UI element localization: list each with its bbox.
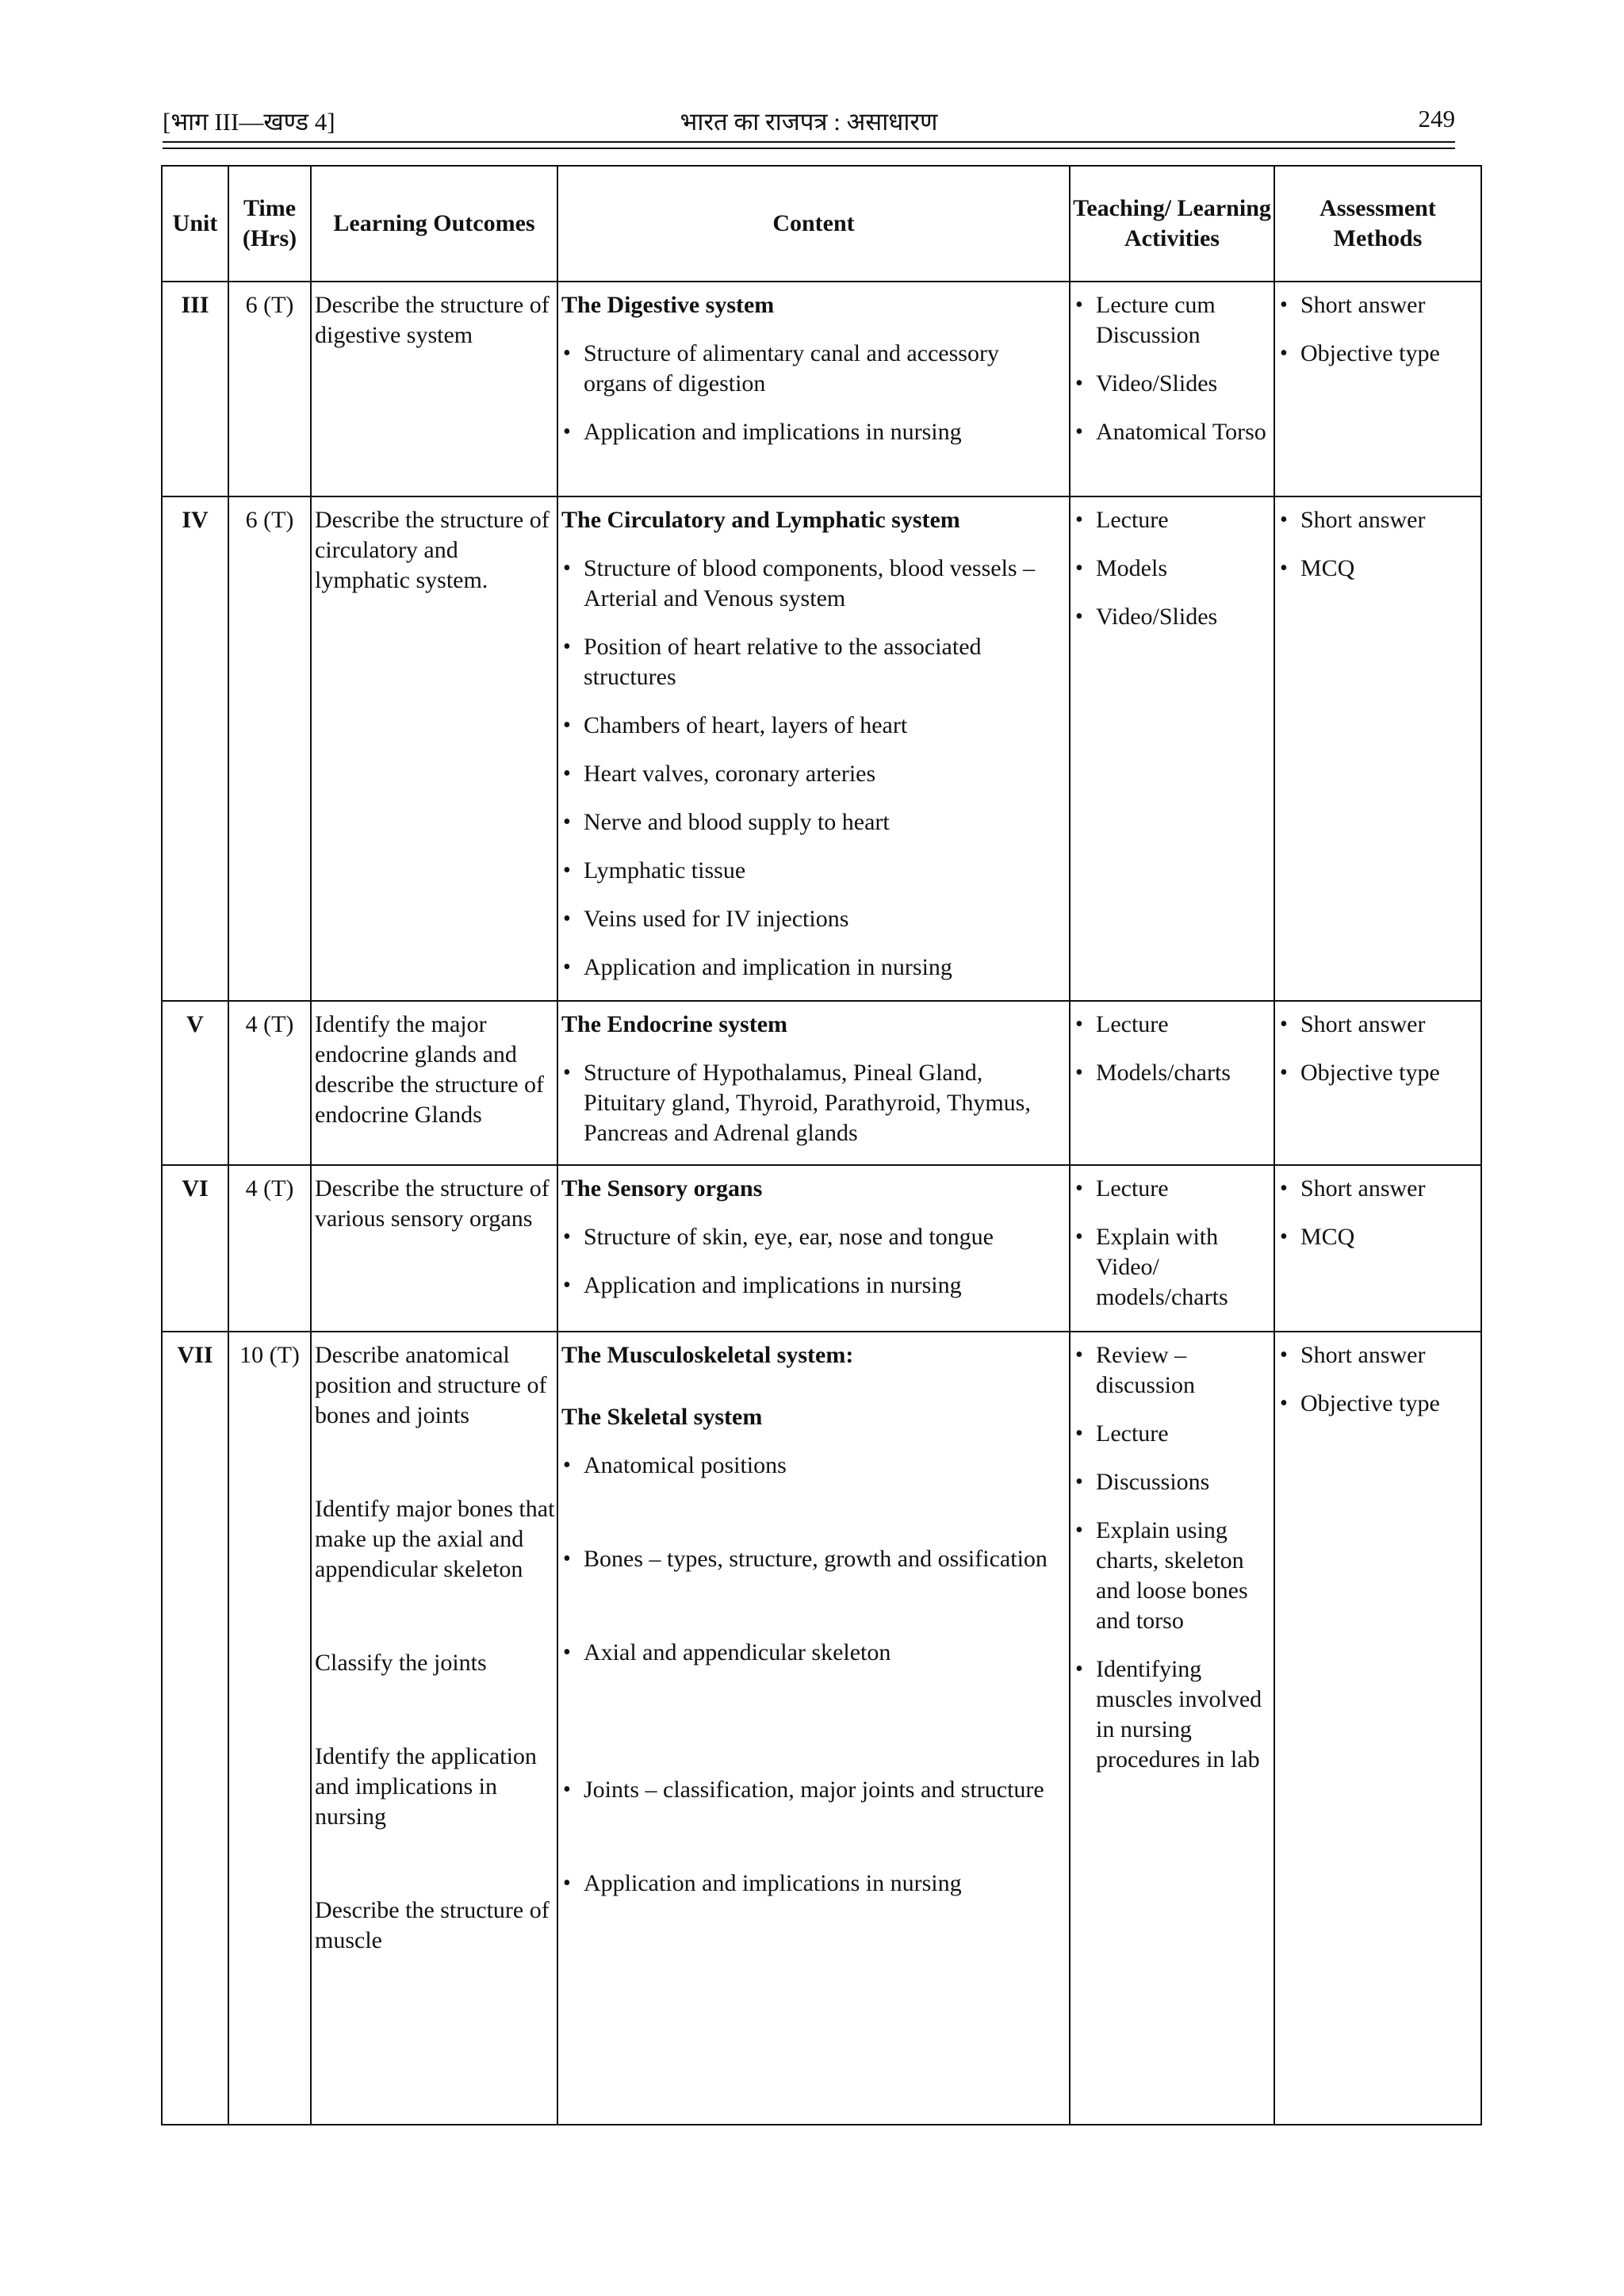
activity-item: • Video/Slides: [1074, 369, 1272, 399]
activity-item: • Lecture: [1074, 505, 1272, 535]
outcome-text: Describe the structure of various sensory organs: [315, 1175, 550, 1232]
outcomes-cell: [311, 282, 557, 496]
activity-item: • Explain using charts, skeleton and loose bones and torso: [1074, 1516, 1272, 1636]
col-header-teaching: Teaching/ Learning Activities: [1070, 166, 1274, 282]
content-cell: [557, 1001, 1070, 1165]
activities-cell: [1070, 1165, 1274, 1332]
content-item: • Anatomical positions: [561, 1451, 1067, 1481]
assessment-item: • Short answer: [1278, 1174, 1479, 1204]
content-cell: [557, 1332, 1070, 2125]
time-cell: 6 (T): [228, 282, 311, 496]
table-row: [162, 1332, 1481, 2125]
assessment-item: • Short answer: [1278, 290, 1479, 320]
activity-item: • Discussions: [1074, 1467, 1272, 1497]
outcome-text: Identify major bones that make up the axial and appendicular skeleton: [315, 1496, 555, 1582]
col-header-learning-outcomes: Learning Outcomes: [311, 166, 557, 282]
table-header-row: [162, 166, 1481, 282]
activity-item: • Lecture: [1074, 1010, 1272, 1040]
unit-cell: VI: [162, 1165, 228, 1332]
table-row: [162, 1165, 1481, 1332]
assessment-item: • Short answer: [1278, 505, 1479, 535]
col-header-unit: Unit: [162, 166, 228, 282]
activity-item: • Lecture: [1074, 1419, 1272, 1449]
content-item: • Application and implications in nursing: [561, 417, 1067, 447]
table-row: [162, 1001, 1481, 1165]
activity-item: • Models/charts: [1074, 1058, 1272, 1088]
outcomes-cell: [311, 1332, 557, 2125]
assessment-item: • MCQ: [1278, 1222, 1479, 1252]
activity-item: • Identifying muscles involved in nursing procedures in lab: [1074, 1654, 1272, 1775]
assessment-item: • Short answer: [1278, 1010, 1479, 1040]
col-header-assessment: Assessment Methods: [1274, 166, 1481, 282]
outcome-text: Describe anatomical position and structure of bones and joints: [315, 1342, 547, 1428]
outcome-text: Identify the application and implications in nursing: [315, 1743, 537, 1830]
page-number: 249: [1418, 105, 1455, 132]
content-item: • Structure of skin, eye, ear, nose and tongue: [561, 1222, 1067, 1252]
syllabus-table: [161, 165, 1482, 2125]
content-title: The Digestive system: [561, 292, 775, 318]
assessment-item: • Objective type: [1278, 1058, 1479, 1088]
activities-cell: [1070, 496, 1274, 1001]
unit-cell: III: [162, 282, 228, 496]
content-cell: [557, 282, 1070, 496]
outcome-text: Describe the structure of digestive system: [315, 292, 550, 348]
content-item: • Heart valves, coronary arteries: [561, 759, 1067, 789]
content-item: • Joints – classification, major joints and structure: [561, 1775, 1067, 1805]
table-row: [162, 282, 1481, 496]
outcomes-cell: [311, 1165, 557, 1332]
col-header-content: Content: [557, 166, 1070, 282]
outcome-text: Identify the major endocrine glands and describe the structure of endocrine Glands: [315, 1011, 545, 1128]
assessment-item: • MCQ: [1278, 554, 1479, 584]
content-subtitle: The Skeletal system: [561, 1404, 763, 1430]
content-item: • Veins used for IV injections: [561, 904, 1067, 934]
assessment-cell: [1274, 1332, 1481, 2125]
page-header: [163, 102, 1455, 136]
content-item: • Chambers of heart, layers of heart: [561, 711, 1067, 741]
header-gazette-title: भारत का राजपत्र : असाधारण: [680, 108, 938, 136]
col-header-time: Time (Hrs): [228, 166, 311, 282]
activity-item: • Lecture cum Discussion: [1074, 290, 1272, 351]
assessment-cell: [1274, 282, 1481, 496]
time-cell: 10 (T): [228, 1332, 311, 2125]
content-item: • Application and implication in nursing: [561, 953, 1067, 983]
assessment-cell: [1274, 496, 1481, 1001]
outcome-text: Classify the joints: [315, 1650, 487, 1676]
content-item: • Axial and appendicular skeleton: [561, 1638, 1067, 1668]
unit-cell: IV: [162, 496, 228, 1001]
activities-cell: [1070, 1001, 1274, 1165]
header-rule-bottom: [163, 148, 1455, 149]
content-item: • Structure of Hypothalamus, Pineal Gland, Pituitary gland, Thyroid, Parathyroid, Thymus, Pancreas and Adrenal glands: [561, 1058, 1067, 1148]
assessment-item: • Short answer: [1278, 1340, 1479, 1370]
activities-cell: [1070, 1332, 1274, 2125]
outcomes-cell: [311, 1001, 557, 1165]
assessment-item: • Objective type: [1278, 1389, 1479, 1419]
content-title: The Circulatory and Lymphatic system: [561, 507, 960, 533]
outcomes-cell: [311, 496, 557, 1001]
time-cell: 4 (T): [228, 1001, 311, 1165]
content-title: The Endocrine system: [561, 1011, 787, 1037]
header-rule-top: [163, 141, 1455, 143]
content-item: • Application and implications in nursing: [561, 1271, 1067, 1301]
activity-item: • Review – discussion: [1074, 1340, 1272, 1401]
assessment-item: • Objective type: [1278, 339, 1479, 369]
activity-item: • Anatomical Torso: [1074, 417, 1272, 447]
activity-item: • Video/Slides: [1074, 602, 1272, 632]
time-cell: 4 (T): [228, 1165, 311, 1332]
activities-cell: [1070, 282, 1274, 496]
content-item: • Structure of alimentary canal and accessory organs of digestion: [561, 339, 1067, 399]
content-cell: [557, 496, 1070, 1001]
activity-item: • Lecture: [1074, 1174, 1272, 1204]
content-item: • Nerve and blood supply to heart: [561, 807, 1067, 838]
assessment-cell: [1274, 1001, 1481, 1165]
outcome-text: Describe the structure of circulatory and lymphatic system.: [315, 507, 550, 593]
time-cell: 6 (T): [228, 496, 311, 1001]
unit-cell: V: [162, 1001, 228, 1165]
content-cell: [557, 1165, 1070, 1332]
unit-cell: VII: [162, 1332, 228, 2125]
header-section-label: [भाग III—खण्ड 4]: [163, 108, 335, 136]
content-title: The Sensory organs: [561, 1175, 763, 1202]
content-item: • Structure of blood components, blood vessels – Arterial and Venous system: [561, 554, 1067, 614]
assessment-cell: [1274, 1165, 1481, 1332]
content-item: • Application and implications in nursing: [561, 1869, 1067, 1899]
content-item: • Bones – types, structure, growth and ossification: [561, 1544, 1067, 1574]
outcome-text: Describe the structure of muscle: [315, 1897, 550, 1953]
content-item: • Position of heart relative to the associated structures: [561, 632, 1067, 692]
table-row: [162, 496, 1481, 1001]
activity-item: • Models: [1074, 554, 1272, 584]
content-title: The Musculoskeletal system:: [561, 1342, 854, 1368]
content-item: • Lymphatic tissue: [561, 856, 1067, 886]
activity-item: • Explain with Video/ models/charts: [1074, 1222, 1272, 1313]
